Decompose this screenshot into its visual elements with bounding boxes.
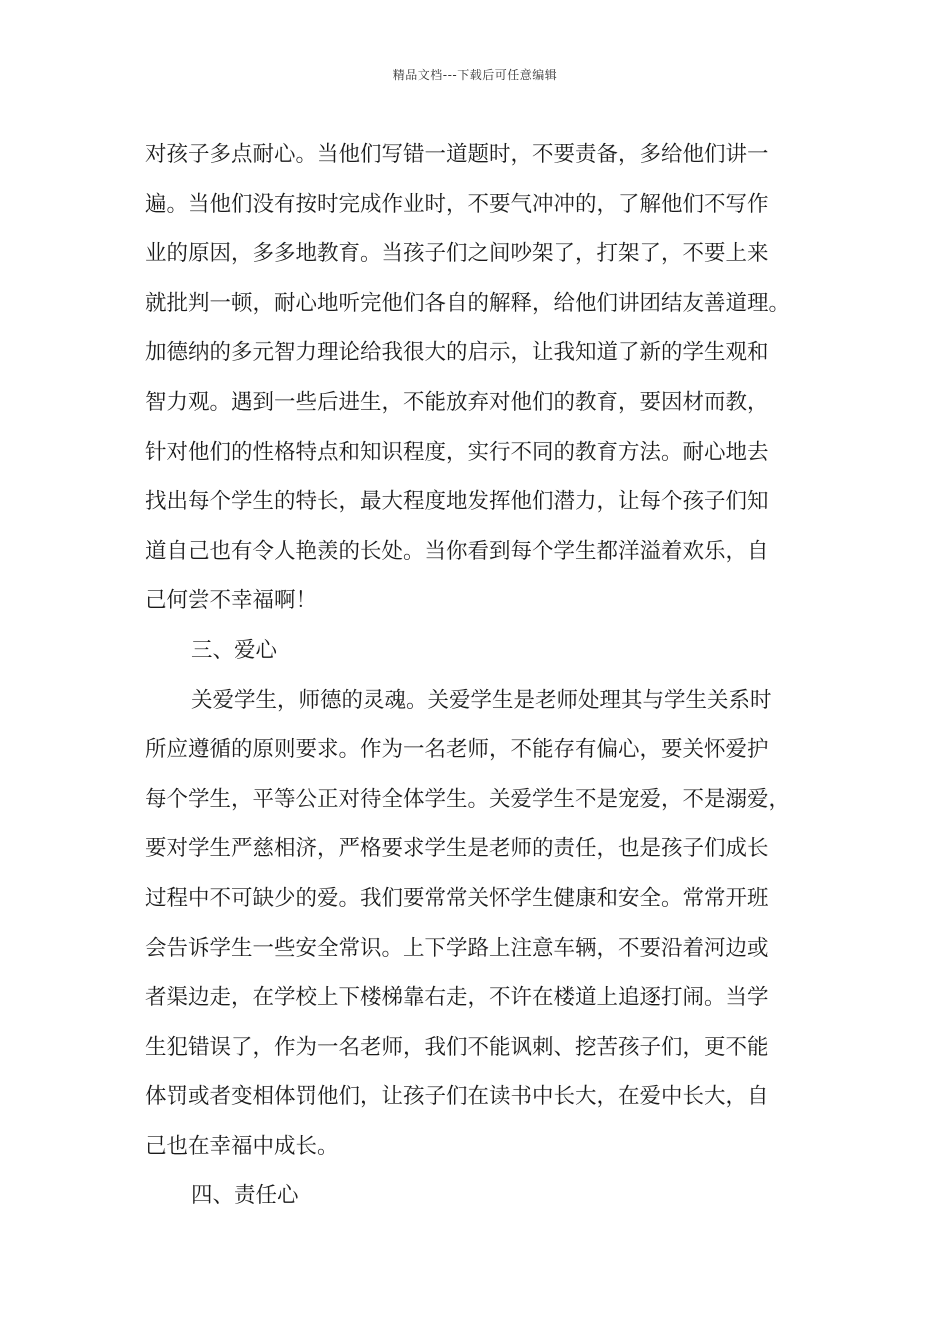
text-line: 智力观。遇到一些后进生，不能放弃对他们的教育，要因材而教， — [145, 389, 769, 415]
paragraph-first-line: 关爱学生，师德的灵魂。关爱学生是老师处理其与学生关系时 — [191, 687, 772, 713]
text-line: 过程中不可缺少的爱。我们要常常关怀学生健康和安全。常常开班 — [145, 885, 769, 911]
text-line: 就批判一顿，耐心地听完他们各自的解释，给他们讲团结友善道理。 — [145, 290, 791, 316]
text-line: 生犯错误了，作为一名老师，我们不能讽刺、挖苦孩子们，更不能 — [145, 1034, 769, 1060]
text-line: 者渠边走，在学校上下楼梯靠右走，不许在楼道上追逐打闹。当学 — [145, 985, 769, 1011]
text-line: 找出每个学生的特长，最大程度地发挥他们潜力，让每个孩子们知 — [145, 489, 769, 515]
text-line: 己也在幸福中成长。 — [145, 1133, 339, 1159]
text-line: 业的原因，多多地教育。当孩子们之间吵架了，打架了，不要上来 — [145, 241, 769, 267]
section-heading-responsibility: 四、责任心 — [191, 1183, 299, 1209]
text-line: 所应遵循的原则要求。作为一名老师，不能存有偏心，要关怀爱护 — [145, 737, 769, 763]
text-line: 要对学生严慈相济，严格要求学生是老师的责任，也是孩子们成长 — [145, 836, 769, 862]
text-line: 体罚或者变相体罚他们，让孩子们在读书中长大，在爱中长大，自 — [145, 1084, 769, 1110]
text-line: 每个学生，平等公正对待全体学生。关爱学生不是宠爱，不是溺爱， — [145, 786, 791, 812]
text-line: 己何尝不幸福啊！ — [145, 588, 318, 614]
text-line: 遍。当他们没有按时完成作业时，不要气冲冲的，了解他们不写作 — [145, 191, 769, 217]
text-line: 加德纳的多元智力理论给我很大的启示，让我知道了新的学生观和 — [145, 340, 769, 366]
body-text — [145, 130, 825, 1221]
section-heading-love: 三、爱心 — [191, 637, 278, 663]
text-line: 对孩子多点耐心。当他们写错一道题时，不要责备，多给他们讲一 — [145, 142, 769, 167]
text-line: 针对他们的性格特点和知识程度，实行不同的教育方法。耐心地去 — [145, 439, 769, 465]
text-line: 道自己也有令人艳羡的长处。当你看到每个学生都洋溢着欢乐，自 — [145, 538, 769, 564]
page-header: 精品文档---下载后可任意编辑 — [392, 68, 558, 82]
text-line: 会告诉学生一些安全常识。上下学路上注意车辆，不要沿着河边或 — [145, 935, 769, 961]
